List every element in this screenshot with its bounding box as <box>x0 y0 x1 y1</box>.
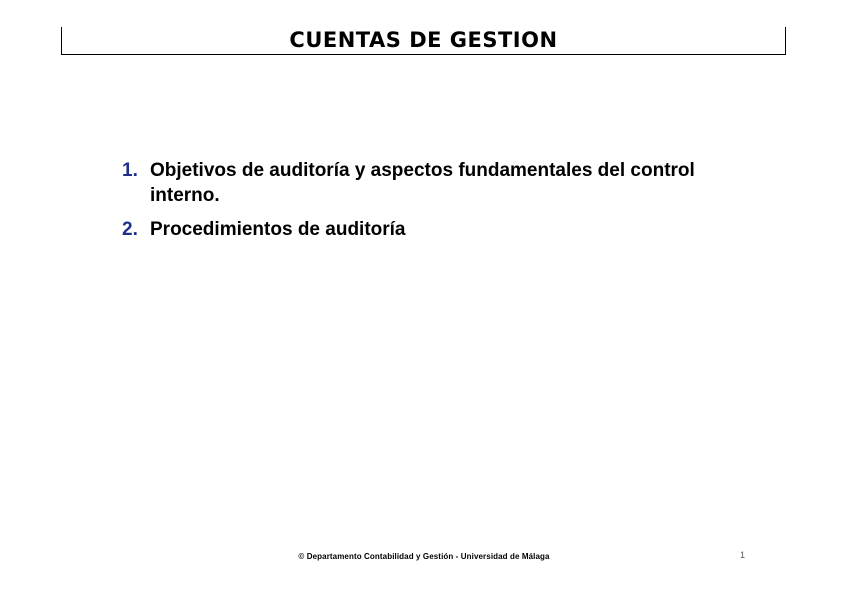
page-number: 1 <box>740 550 746 560</box>
agenda-item-number: 2. <box>122 219 138 240</box>
agenda-item <box>122 217 762 242</box>
agenda-item-text: Objetivos de auditoría y aspectos fundamentales del control interno. <box>150 160 695 206</box>
slide-footer <box>0 552 848 561</box>
agenda-item-text: Procedimientos de auditoría <box>150 219 406 240</box>
title-frame <box>61 27 786 55</box>
agenda-item <box>122 158 762 208</box>
footer-text: Departamento Contabilidad y Gestión - Universidad de Málaga <box>306 552 550 561</box>
agenda-list <box>122 158 762 251</box>
copyright-icon: © <box>298 552 305 561</box>
slide-title: CUENTAS DE GESTION <box>289 28 558 52</box>
agenda-item-number: 1. <box>122 160 138 181</box>
